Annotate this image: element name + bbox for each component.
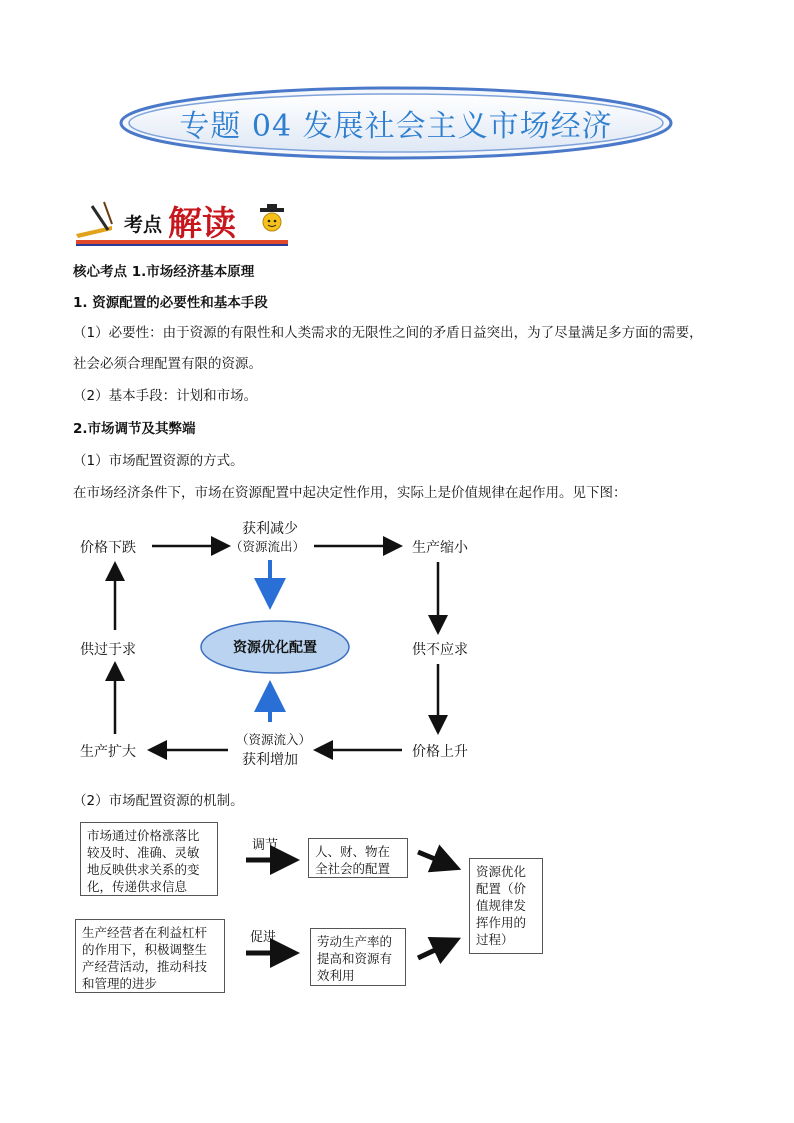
page-title: 专题 04 发展社会主义市场经济	[179, 109, 613, 144]
mechanism-box-optimal: 资源优化配置（价值规律发挥作用的过程）	[469, 858, 543, 954]
node-undersupply: 供不应求	[412, 642, 468, 658]
node-production-expand: 生产扩大	[80, 744, 136, 760]
node-oversupply: 供过于求	[80, 642, 136, 658]
node-price-rise: 价格上升	[412, 744, 468, 760]
section1-para1a: （1）必要性：由于资源的有限性和人类需求的无限性之间的矛盾日益突出，为了尽量满足多方面的需要，	[73, 325, 703, 341]
mechanism-box-allocation: 人、财、物在全社会的配置	[308, 838, 408, 878]
section2-heading: 2.市场调节及其弊端	[73, 421, 196, 437]
label-promote: 促进	[250, 930, 277, 945]
mechanism-box-productivity: 劳动生产率的提高和资源有效利用	[310, 928, 406, 986]
node-production-shrink: 生产缩小	[412, 540, 468, 556]
mechanism-box-producers: 生产经营者在利益杠杆的作用下，积极调整生产经营活动，推动科技和管理的进步	[75, 919, 225, 993]
section1-para2: （2）基本手段：计划和市场。	[73, 388, 258, 404]
section2-para1: （1）市场配置资源的方式。	[73, 453, 244, 469]
mechanism-box-price-signal: 市场通过价格涨落比较及时、准确、灵敏地反映供求关系的变化，传递供求信息	[80, 822, 218, 896]
node-resource-inflow: （资源流入）	[236, 732, 312, 747]
node-optimal-allocation: 资源优化配置	[233, 640, 317, 656]
section2-para3: （2）市场配置资源的机制。	[73, 793, 244, 809]
label-regulate: 调节	[252, 838, 279, 853]
section2-para2: 在市场经济条件下，市场在资源配置中起决定性作用，实际上是价值规律在起作用。见下图：	[73, 485, 627, 501]
node-profit-increase: 获利增加	[242, 752, 298, 768]
badge-text-kaodian: 考点	[124, 214, 163, 236]
node-resource-outflow: （资源流出）	[230, 539, 306, 554]
section1-para1b: 社会必须合理配置有限的资源。	[73, 356, 262, 372]
node-profit-decrease: 获利减少	[242, 521, 298, 537]
badge-text-jiedu: 解读	[168, 204, 236, 244]
node-price-fall: 价格下跌	[80, 540, 136, 556]
core-point-heading: 核心考点 1.市场经济基本原理	[73, 264, 255, 280]
section1-heading: 1. 资源配置的必要性和基本手段	[73, 295, 268, 311]
